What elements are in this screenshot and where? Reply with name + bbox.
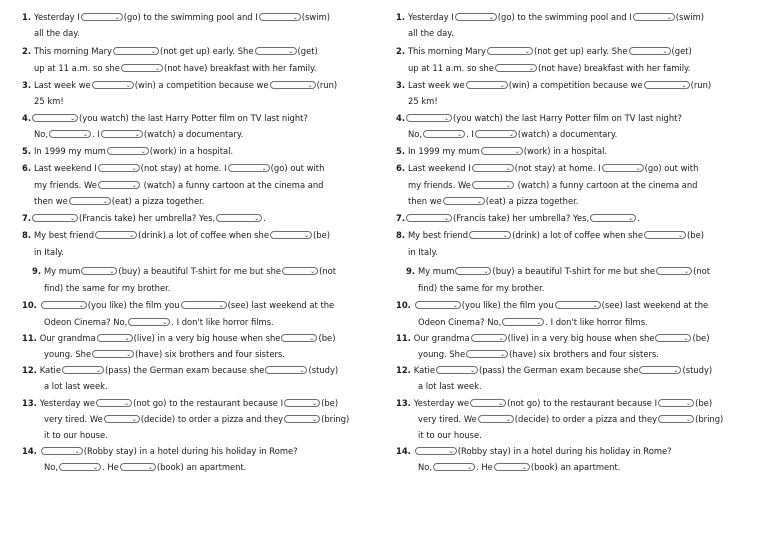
answer-dropdown[interactable] [633,13,675,21]
chevron-down-icon: ⌄ [109,268,115,275]
chevron-down-icon: ⌄ [299,367,305,374]
chevron-down-icon: ⌄ [524,48,530,55]
answer-dropdown[interactable] [415,301,461,309]
chevron-down-icon: ⌄ [126,351,132,358]
answer-dropdown[interactable] [644,81,690,89]
sentence-6-cont2: then we ⌄ (eat) a pizza together. [34,196,205,206]
answer-dropdown[interactable] [502,318,544,326]
sentence-3-cont: 25 km! [408,96,438,106]
chevron-down-icon: ⌄ [261,165,267,172]
sentence-3-cont: 25 km! [34,96,64,106]
answer-dropdown[interactable] [282,267,318,275]
answer-dropdown[interactable] [98,181,140,189]
sentence-6: 6. Last weekend I ⌄ (not stay) at home. I ⌄ (go) out with [22,163,325,173]
answer-dropdown[interactable] [113,47,159,55]
sentence-13-cont: very tired. We ⌄ (decide) to order a pizza and they ⌄ (bring) [418,414,724,424]
chevron-down-icon: ⌄ [635,165,641,172]
chevron-down-icon: ⌄ [114,14,120,21]
answer-dropdown[interactable] [639,366,681,374]
chevron-down-icon: ⌄ [74,448,80,455]
chevron-down-icon: ⌄ [457,131,463,138]
answer-dropdown[interactable] [62,366,104,374]
answer-dropdown[interactable] [495,64,537,72]
sentence-12: 12. Katie ⌄ (pass) the German exam because she ⌄ (study) [396,365,713,375]
sentence-1-cont: all the day. [408,28,454,38]
answer-dropdown[interactable] [481,147,523,155]
chevron-down-icon: ⌄ [521,464,527,471]
sentence-10-cont: Odeon Cinema? No, ⌄ . I don't like horror films. [418,317,648,327]
chevron-down-icon: ⌄ [628,215,634,222]
answer-dropdown[interactable] [255,47,297,55]
chevron-down-icon: ⌄ [83,131,89,138]
answer-dropdown[interactable] [602,164,644,172]
answer-dropdown[interactable] [32,114,78,122]
sentence-9-cont: find) the same for my brother. [418,283,545,293]
answer-dropdown[interactable] [494,463,530,471]
sentence-2-cont: up at 11 a.m. so she ⌄ (not have) breakfast with her family. [34,63,317,73]
chevron-down-icon: ⌄ [666,14,672,21]
answer-dropdown[interactable] [466,350,508,358]
chevron-down-icon: ⌄ [488,14,494,21]
chevron-down-icon: ⌄ [505,182,511,189]
sentence-3: 3. Last week we ⌄ (win) a competition because we ⌄ (run) [22,80,338,90]
chevron-down-icon: ⌄ [102,198,108,205]
answer-dropdown[interactable] [128,318,170,326]
answer-dropdown[interactable] [284,415,320,423]
sentence-14-cont: No, ⌄ . He ⌄ (book) an apartment. [44,462,247,472]
answer-dropdown[interactable] [469,231,511,239]
sentence-14: 14. ⌄ (Robby stay) in a hotel during his holiday in Rome? [396,446,672,456]
answer-dropdown[interactable] [284,399,320,407]
answer-dropdown[interactable] [590,214,636,222]
answer-dropdown[interactable] [270,231,312,239]
answer-dropdown[interactable] [472,164,514,172]
chevron-down-icon: ⌄ [443,115,450,122]
sentence-5: 5. In 1999 my mum ⌄ (work) in a hospital. [22,146,234,156]
chevron-down-icon: ⌄ [254,215,260,222]
chevron-down-icon: ⌄ [312,416,318,423]
sentence-4-cont: No, ⌄ . I ⌄ (watch) a documentary. [34,129,244,139]
chevron-down-icon: ⌄ [681,82,687,89]
sentence-11: 11. Our grandma ⌄ (live) in a very big house when she ⌄ (be) [22,333,336,343]
sentence-11: 11. Our grandma ⌄ (live) in a very big house when she ⌄ (be) [396,333,710,343]
sentence-5: 5. In 1999 my mum ⌄ (work) in a hospital. [396,146,608,156]
chevron-down-icon: ⌄ [592,302,598,309]
sentence-8: 8. My best friend ⌄ (drink) a lot of coffee when she ⌄ (be) [396,230,705,240]
answer-dropdown[interactable] [658,415,694,423]
chevron-down-icon: ⌄ [131,416,137,423]
answer-dropdown[interactable] [104,415,140,423]
chevron-down-icon: ⌄ [69,215,76,222]
answer-dropdown[interactable] [95,231,137,239]
sentence-1: 1. Yesterday I ⌄ (go) to the swimming pool and I ⌄ (swim) [396,12,704,22]
answer-dropdown[interactable] [101,130,143,138]
chevron-down-icon: ⌄ [129,232,135,239]
answer-dropdown[interactable] [443,197,485,205]
answer-dropdown[interactable] [629,47,671,55]
sentence-13: 13. Yesterday we ⌄ (not go) to the restaurant because I ⌄ (be) [396,398,713,408]
chevron-down-icon: ⌄ [140,148,146,155]
chevron-down-icon: ⌄ [483,268,489,275]
chevron-down-icon: ⌄ [452,302,458,309]
sentence-13-cont2: it to our house. [418,430,482,440]
chevron-down-icon: ⌄ [528,65,534,72]
chevron-down-icon: ⌄ [78,302,84,309]
sentence-9-cont: find) the same for my brother. [44,283,171,293]
chevron-down-icon: ⌄ [448,448,454,455]
answer-dropdown[interactable] [270,81,316,89]
answer-dropdown[interactable] [49,130,91,138]
chevron-down-icon: ⌄ [124,400,130,407]
answer-dropdown[interactable] [81,13,123,21]
chevron-down-icon: ⌄ [505,165,511,172]
answer-dropdown[interactable] [475,130,517,138]
answer-dropdown[interactable] [487,47,533,55]
chevron-down-icon: ⌄ [154,65,160,72]
chevron-down-icon: ⌄ [503,232,509,239]
chevron-down-icon: ⌄ [303,232,309,239]
chevron-down-icon: ⌄ [683,335,689,342]
chevron-down-icon: ⌄ [508,131,514,138]
answer-dropdown[interactable] [555,301,601,309]
chevron-down-icon: ⌄ [309,335,315,342]
answer-dropdown[interactable] [59,463,101,471]
sentence-7: 7. ⌄ (Francis take) her umbrella? Yes, ⌄ . [22,213,266,223]
chevron-down-icon: ⌄ [124,335,130,342]
answer-dropdown[interactable] [216,214,262,222]
sentence-9: 9. My mum ⌄ (buy) a beautiful T-shirt for me but she ⌄ (not [32,266,337,276]
sentence-4: 4. ⌄ (you watch) the last Harry Potter film on TV last night? [22,113,308,123]
answer-dropdown[interactable] [423,130,465,138]
sentence-9: 9. My mum ⌄ (buy) a beautiful T-shirt for me but she ⌄ (not [406,266,711,276]
answer-dropdown[interactable] [41,447,83,455]
answer-dropdown[interactable] [433,463,475,471]
chevron-down-icon: ⌄ [292,14,298,21]
sentence-12-cont: a lot last week. [44,381,108,391]
sentence-10-cont: Odeon Cinema? No, ⌄ . I don't like horror films. [44,317,274,327]
chevron-down-icon: ⌄ [505,416,511,423]
sentence-4-cont: No, ⌄ . I ⌄ (watch) a documentary. [408,129,618,139]
answer-dropdown[interactable] [406,114,452,122]
answer-dropdown[interactable] [415,447,457,455]
sentence-2-cont: up at 11 a.m. so she ⌄ (not have) breakfast with her family. [408,63,691,73]
sentence-11-cont: young. She ⌄ (have) six brothers and four sisters. [44,349,285,359]
chevron-down-icon: ⌄ [307,82,313,89]
chevron-down-icon: ⌄ [93,464,99,471]
answer-dropdown[interactable] [265,366,307,374]
chevron-down-icon: ⌄ [467,464,473,471]
sentence-6-cont: my friends. We ⌄ (watch) a funny cartoon at the cinema and [34,180,324,190]
chevron-down-icon: ⌄ [476,198,482,205]
chevron-down-icon: ⌄ [443,215,450,222]
chevron-down-icon: ⌄ [677,232,683,239]
sentence-14: 14. ⌄ (Robby stay) in a hotel during his holiday in Rome? [22,446,298,456]
answer-dropdown[interactable] [644,231,686,239]
answer-dropdown[interactable] [281,334,317,342]
sentence-12-cont: a lot last week. [418,381,482,391]
sentence-14-cont: No, ⌄ . He ⌄ (book) an apartment. [418,462,621,472]
answer-dropdown[interactable] [436,366,478,374]
chevron-down-icon: ⌄ [499,82,505,89]
sentence-6-cont2: then we ⌄ (eat) a pizza together. [408,196,579,206]
sentence-13-cont2: it to our house. [44,430,108,440]
sentence-6-cont: my friends. We ⌄ (watch) a funny cartoon at the cinema and [408,180,698,190]
sentence-8-cont: in Italy. [34,247,64,257]
answer-dropdown[interactable] [228,164,270,172]
chevron-down-icon: ⌄ [686,400,692,407]
answer-dropdown[interactable] [470,399,506,407]
answer-dropdown[interactable] [96,399,132,407]
sentence-10: 10. ⌄ (you like) the film you ⌄ (see) last weekend at the [396,300,709,310]
chevron-down-icon: ⌄ [498,335,504,342]
answer-dropdown[interactable] [656,267,692,275]
chevron-down-icon: ⌄ [147,464,153,471]
answer-dropdown[interactable] [455,13,497,21]
answer-dropdown[interactable] [32,214,78,222]
chevron-down-icon: ⌄ [662,48,668,55]
chevron-down-icon: ⌄ [150,48,156,55]
answer-dropdown[interactable] [478,415,514,423]
answer-dropdown[interactable] [466,81,508,89]
answer-dropdown[interactable] [98,164,140,172]
sentence-2: 2. This morning Mary ⌄ (not get up) early. She ⌄ (get) [396,46,692,56]
chevron-down-icon: ⌄ [469,367,476,374]
answer-dropdown[interactable] [259,13,301,21]
chevron-down-icon: ⌄ [134,131,140,138]
sentence-8: 8. My best friend ⌄ (drink) a lot of coffee when she ⌄ (be) [22,230,331,240]
chevron-down-icon: ⌄ [686,416,692,423]
sentence-7: 7. ⌄ (Francis take) her umbrella? Yes, ⌄ . [396,213,640,223]
answer-dropdown[interactable] [81,267,117,275]
chevron-down-icon: ⌄ [536,319,542,326]
answer-dropdown[interactable] [41,301,87,309]
chevron-down-icon: ⌄ [498,400,504,407]
sentence-1: 1. Yesterday I ⌄ (go) to the swimming pool and I ⌄ (swim) [22,12,330,22]
chevron-down-icon: ⌄ [288,48,294,55]
chevron-down-icon: ⌄ [514,148,520,155]
chevron-down-icon: ⌄ [684,268,690,275]
chevron-down-icon: ⌄ [125,82,131,89]
answer-dropdown[interactable] [471,334,507,342]
sentence-13: 13. Yesterday we ⌄ (not go) to the restaurant because I ⌄ (be) [22,398,339,408]
chevron-down-icon: ⌄ [131,182,137,189]
sentence-2: 2. This morning Mary ⌄ (not get up) early. She ⌄ (get) [22,46,318,56]
answer-dropdown[interactable] [97,334,133,342]
sentence-11-cont: young. She ⌄ (have) six brothers and four sisters. [418,349,659,359]
sentence-4: 4. ⌄ (you watch) the last Harry Potter film on TV last night? [396,113,682,123]
answer-dropdown[interactable] [658,399,694,407]
chevron-down-icon: ⌄ [69,115,76,122]
sentence-10: 10. ⌄ (you like) the film you ⌄ (see) last weekend at the [22,300,335,310]
sentence-3: 3. Last week we ⌄ (win) a competition because we ⌄ (run) [396,80,712,90]
chevron-down-icon: ⌄ [312,400,318,407]
chevron-down-icon: ⌄ [218,302,224,309]
answer-dropdown[interactable] [92,350,134,358]
chevron-down-icon: ⌄ [310,268,316,275]
chevron-down-icon: ⌄ [673,367,679,374]
chevron-down-icon: ⌄ [131,165,137,172]
chevron-down-icon: ⌄ [500,351,506,358]
chevron-down-icon: ⌄ [95,367,102,374]
answer-dropdown[interactable] [406,214,452,222]
sentence-6: 6. Last weekend I ⌄ (not stay) at home. I ⌄ (go) out with [396,163,699,173]
answer-dropdown[interactable] [92,81,134,89]
sentence-13-cont: very tired. We ⌄ (decide) to order a pizza and they ⌄ (bring) [44,414,350,424]
answer-dropdown[interactable] [120,463,156,471]
sentence-1-cont: all the day. [34,28,80,38]
chevron-down-icon: ⌄ [162,319,168,326]
answer-dropdown[interactable] [181,301,227,309]
answer-dropdown[interactable] [107,147,149,155]
answer-dropdown[interactable] [121,64,163,72]
sentence-12: 12. Katie ⌄ (pass) the German exam because she ⌄ (study) [22,365,339,375]
answer-dropdown[interactable] [455,267,491,275]
sentence-8-cont: in Italy. [408,247,438,257]
answer-dropdown[interactable] [69,197,111,205]
answer-dropdown[interactable] [655,334,691,342]
answer-dropdown[interactable] [472,181,514,189]
